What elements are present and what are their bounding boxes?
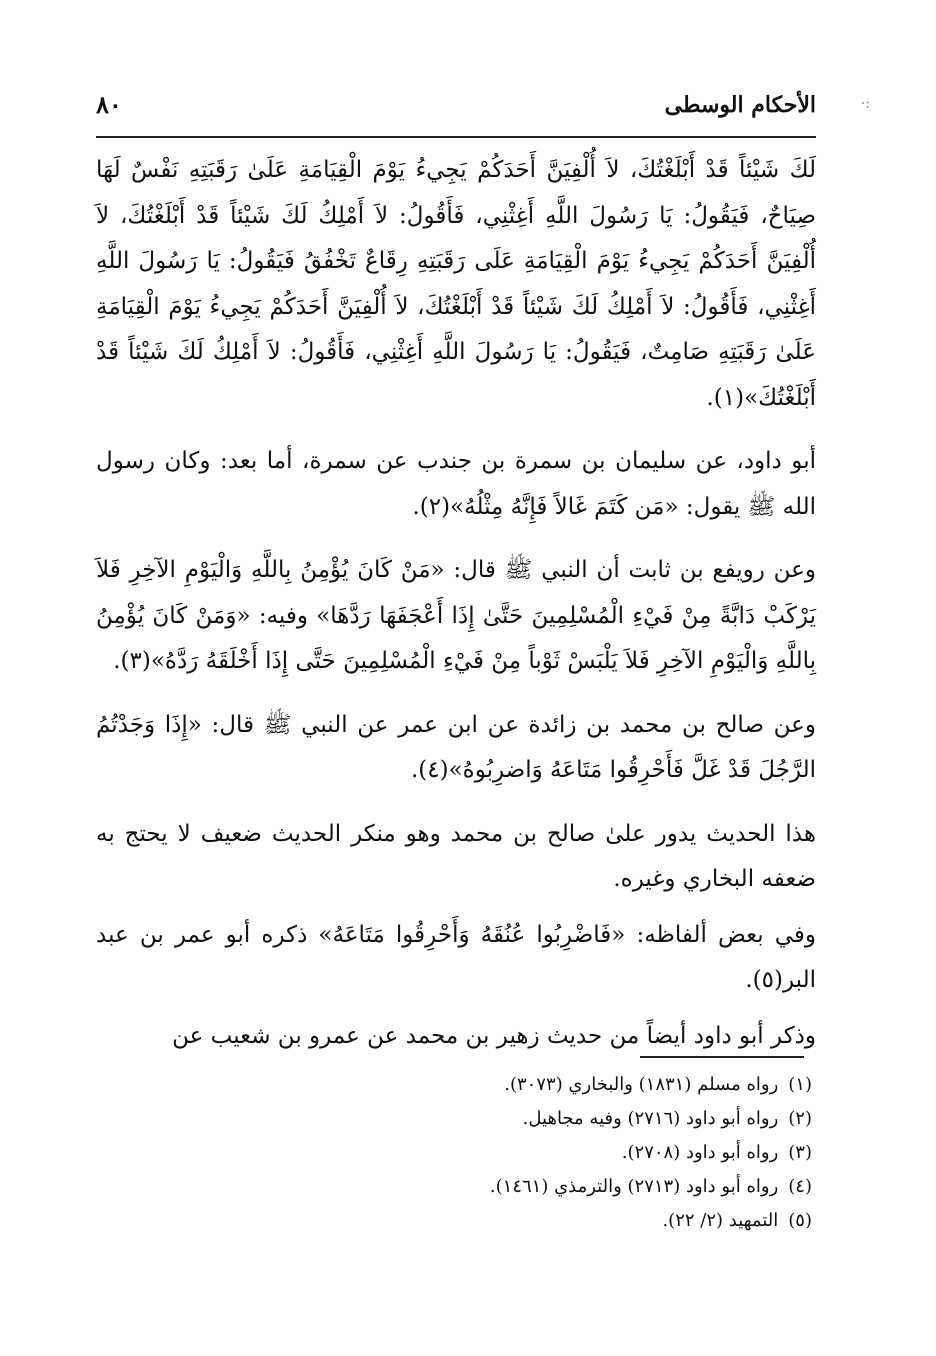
paragraph-abu-dawud-samura: أبو داود، عن سليمان بن سمرة بن جندب عن سمرة، أما بعد: وكان رسول الله ﷺ يقول: «مَن كَتَمَ غَالاً فَإِنَّهُ مِثْلُهُ»(٢).: [96, 448, 816, 520]
footnotes: [96, 1068, 812, 1238]
footnote-number: (٢): [788, 1108, 812, 1129]
footnote-number: (٥): [788, 1210, 812, 1231]
footnote-item: [96, 1068, 812, 1102]
paragraph-ruwayfi: وعن رويفع بن ثابت أن النبي ﷺ قال: «مَنْ كَانَ يُؤْمِنُ بِاللَّهِ وَالْيَوْمِ الآخِرِ فَلاَ يَرْكَبْ دَابَّةً مِنْ فَيْءِ الْمُسْلِمِينَ حَتَّىٰ إِذَا أَعْجَفَهَا رَدَّهَا» وفيه: «وَمَنْ كَانَ يُؤْمِنُ بِاللَّهِ وَالْيَوْمِ الآخِرِ فَلاَ يَلْبَسْ ثَوْباً مِنْ فَيْءِ الْمُسْلِمِينَ حَتَّى إِذَا أَخْلَقَهُ رَدَّهُ»(٣).: [96, 557, 816, 674]
header-rule: [96, 136, 816, 138]
paragraph-salih: وعن صالح بن محمد بن زائدة عن ابن عمر عن النبي ﷺ قال: «إِذَا وَجَدْتُمُ الرَّجُلَ قَدْ غَلَّ فَأَحْرِقُوا مَتَاعَهُ وَاضرِبُوهُ»(٤).: [96, 711, 816, 783]
footnote-item: [96, 1136, 812, 1170]
paragraph-variant-wording: وفي بعض ألفاظه: «فَاضْرِبُوا عُنُقَهُ وَأَحْرِقُوا مَتَاعَهُ» ذكره أبو عمر بن عبد البر(٥).: [96, 921, 816, 993]
footnote-text: التمهيد (٢/ ٢٢).: [662, 1210, 779, 1231]
body-text: [96, 148, 816, 1077]
footnote-rule: [640, 1056, 804, 1058]
page-number: ٨٠: [96, 90, 122, 119]
footnote-text: رواه مسلم (١٨٣١) والبخاري (٣٠٧٣).: [504, 1074, 779, 1095]
footnote-item: [96, 1170, 812, 1204]
footnote-text: رواه أبو داود (٢٧١٣) والترمذي (١٤٦١).: [489, 1176, 779, 1197]
scan-mark: ·:: [860, 96, 870, 112]
footnote-item: [96, 1102, 812, 1136]
paragraph-commentary: هذا الحديث يدور علىٰ صالح بن محمد وهو منكر الحديث ضعيف لا يحتج به ضعفه البخاري وغيره.: [96, 820, 816, 892]
paragraph-zuhayr: وذكر أبو داود أيضاً من حديث زهير بن محمد عن عمرو بن شعيب عن: [172, 1022, 816, 1049]
paragraph-hadith-continuation: لَكَ شَيْئاً قَدْ أَبْلَغْتُكَ، لاَ أُلْفِيَنَّ أَحَدَكُمْ يَجِيءُ يَوْمَ الْقِيَامَةِ عَلَىٰ رَقَبَتِهِ نَفْسٌ لَهَا صِيَاحٌ، فَيَقُولُ: يَا رَسُولَ اللَّهِ أَغِثْنِي، فَأَقُولُ: لاَ أَمْلِكُ لَكَ شَيْئاً قَدْ أَبْلَغْتُكَ، لاَ أُلْفِيَنَّ أَحَدَكُمْ يَجِيءُ يَوْمَ الْقِيَامَةِ عَلَى رَقَبَتِهِ رِقَاعٌ تَخْفُقُ فَيَقُولُ: يَا رَسُولَ اللَّهِ أَغِثْنِي، فَأَقُولُ: لاَ أَمْلِكُ لَكَ شَيْئاً قَدْ أَبْلَغْتُكَ، لاَ أُلْفِيَنَّ أَحَدَكُمْ يَجِيءُ يَوْمَ الْقِيَامَةِ عَلَىٰ رَقَبَتِهِ صَامِتٌ، فَيَقُولُ: يَا رَسُولَ اللَّهِ أَغِثْنِي، فَأَقُولُ: لاَ أَمْلِكُ لَكَ شَيْئاً قَدْ أَبْلَغْتُكَ»(١).: [96, 157, 816, 411]
footnote-text: رواه أبو داود (٢٧١٦) وفيه مجاهيل.: [522, 1108, 779, 1129]
footnote-text: رواه أبو داود (٢٧٠٨).: [621, 1142, 779, 1163]
footnote-number: (٣): [788, 1142, 812, 1163]
footnote-number: (٤): [788, 1176, 812, 1197]
page-header: [96, 90, 816, 130]
footnote-number: (١): [788, 1074, 812, 1095]
footnote-item: [96, 1204, 812, 1238]
book-title: الأحكام الوسطى: [664, 92, 816, 118]
